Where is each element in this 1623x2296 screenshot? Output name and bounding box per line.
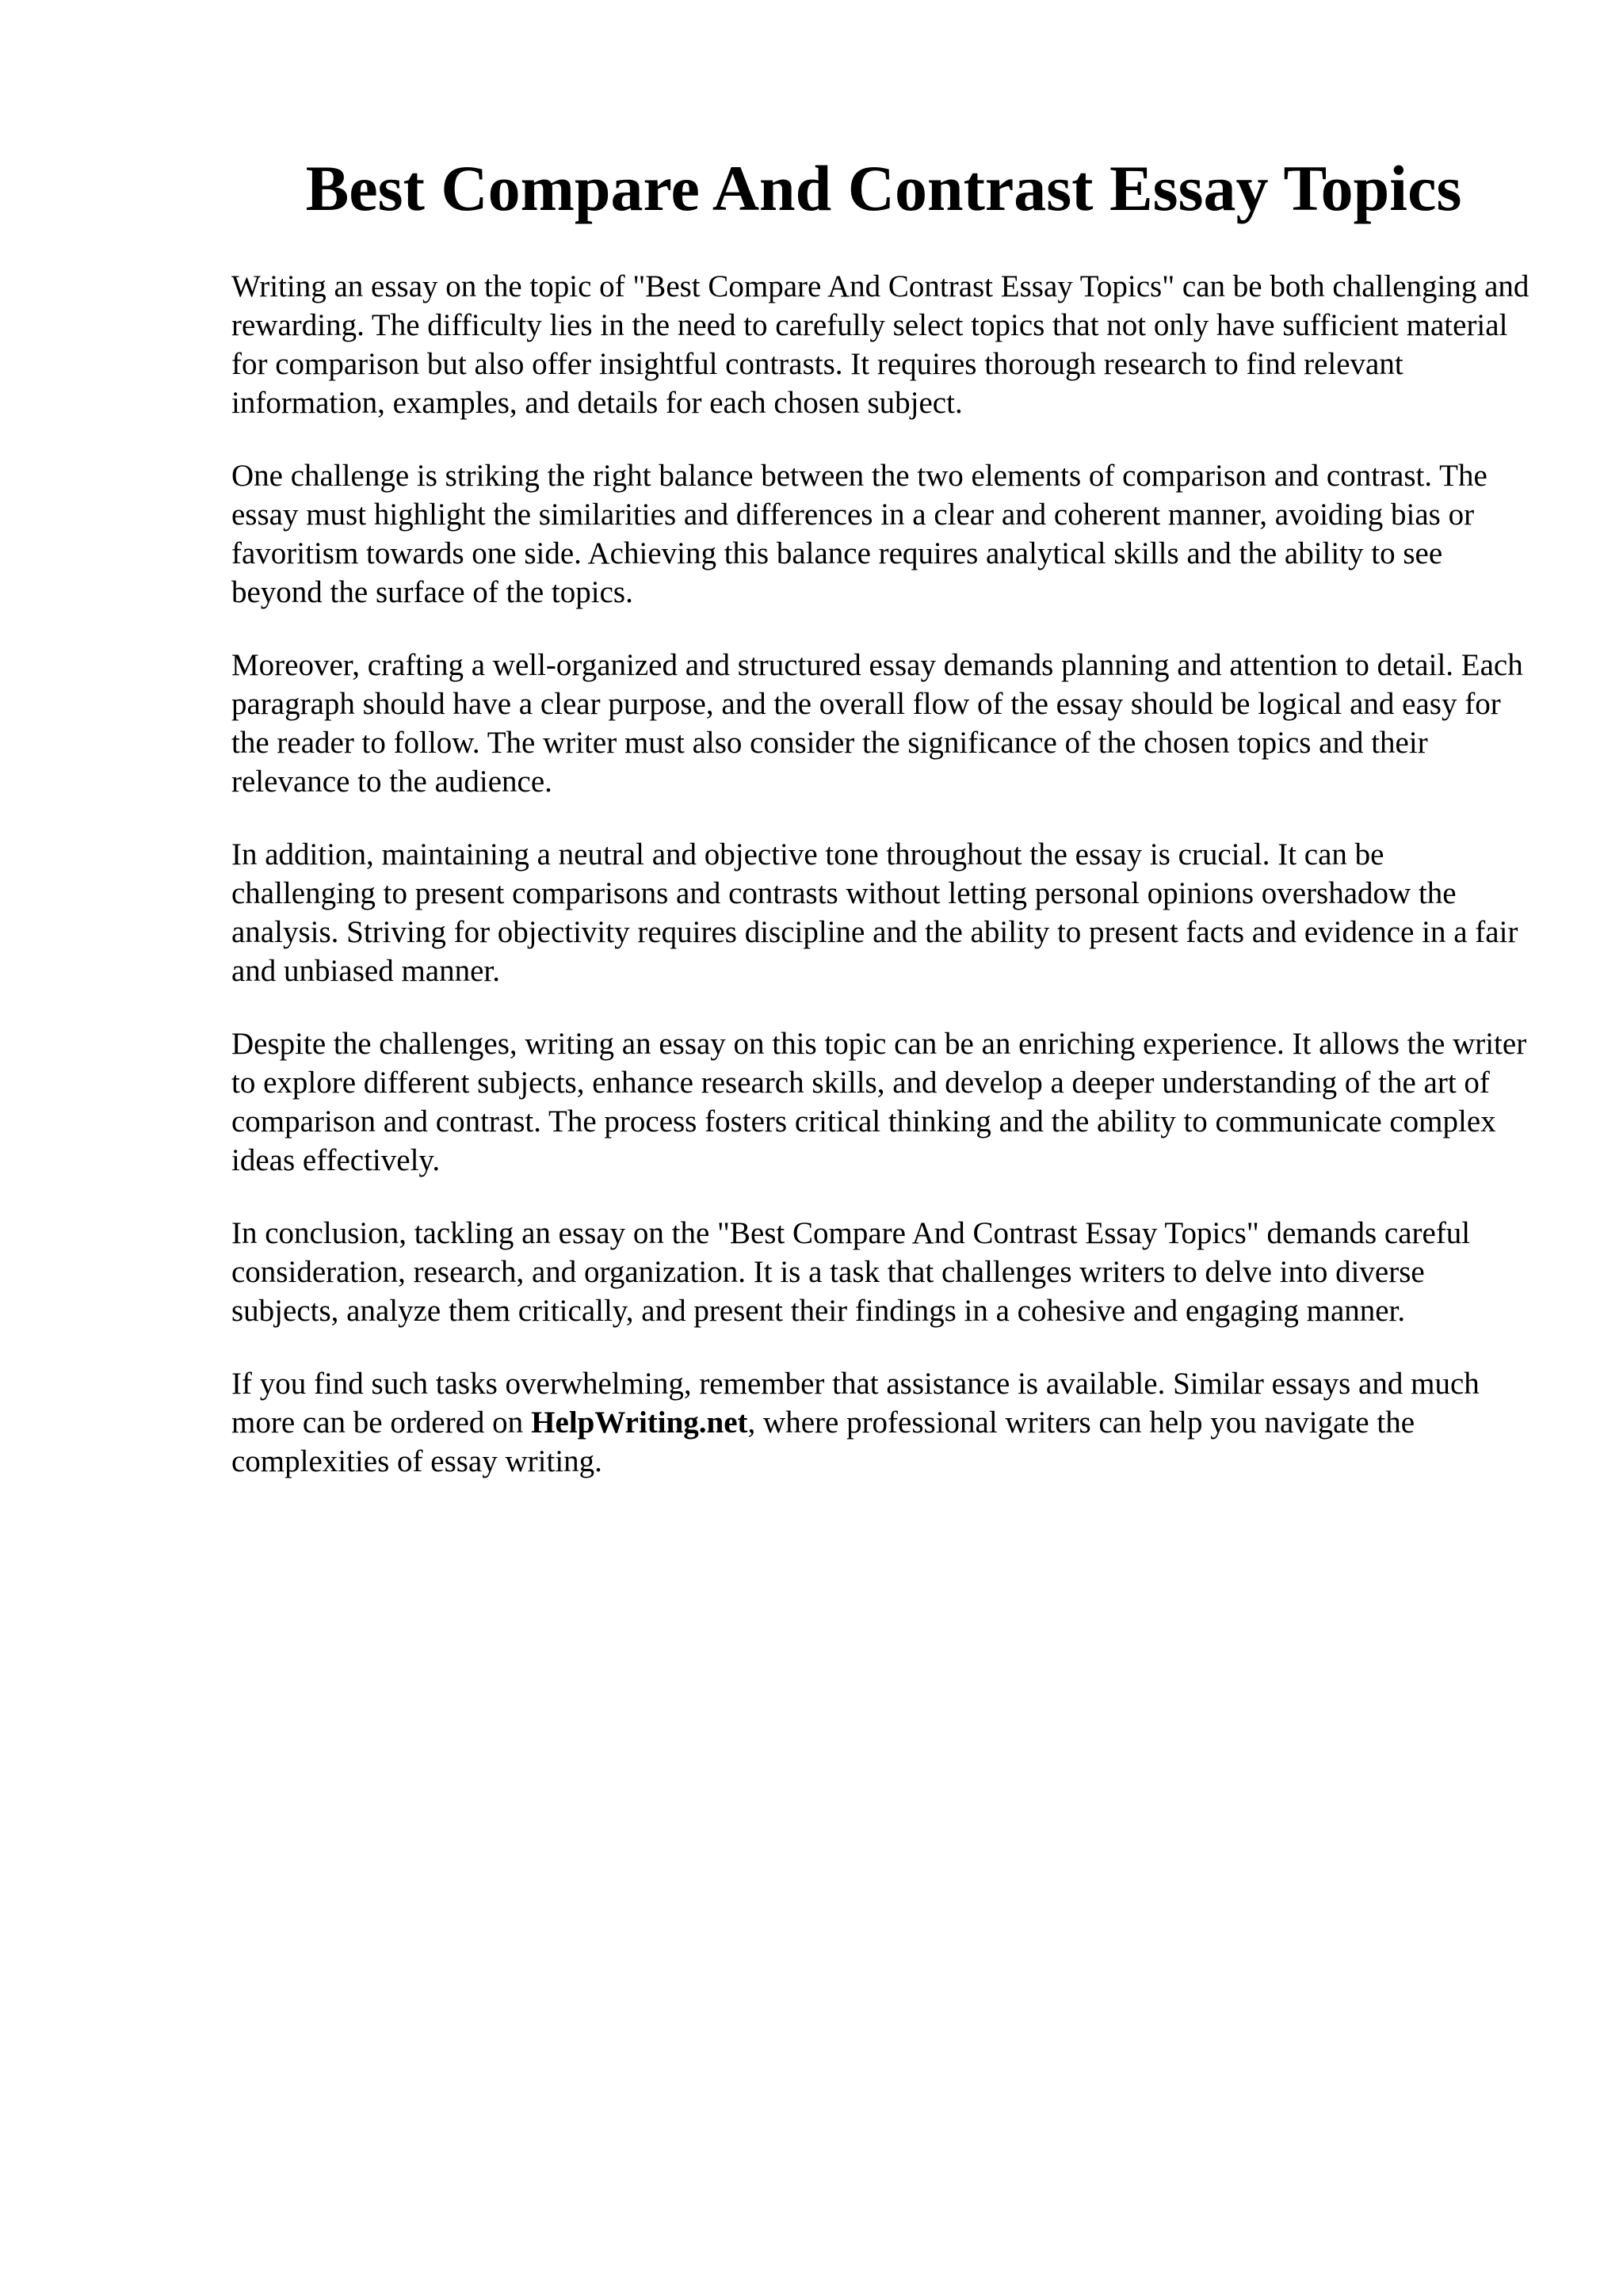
paragraph-structure: Moreover, crafting a well-organized and structured essay demands planning and attention to detail. Each paragraph should have a clear purpose, and the overall flow of the essay should be logical and easy for the reader to follow. The writer must also consider the significance of the chosen topics and their relevance to the audience. bbox=[231, 648, 1523, 799]
closing-text-after: , where professional writers can help you navigate the complexities of essay writing. bbox=[231, 1405, 1415, 1478]
paragraph-conclusion: In conclusion, tackling an essay on the "Best Compare And Contrast Essay Topics" demands careful consideration, research, and organization. It is a task that challenges writers to delve into diverse subjects, analyze them critically, and present their findings in a cohesive and engaging manner. bbox=[231, 1216, 1471, 1328]
paragraph-balance: One challenge is striking the right balance between the two elements of comparison and contrast. The essay must highlight the similarities and differences in a clear and coherent manner, avoiding bias or favoritism towards one side. Achieving this balance requires analytical skills and the ability to see beyond the surface of the topics. bbox=[231, 459, 1487, 609]
document-body bbox=[231, 267, 1531, 1515]
paragraph-tone: In addition, maintaining a neutral and objective tone throughout the essay is crucial. It can be challenging to present comparisons and contrasts without letting personal opinions overshadow the analysis. Striving for objectivity requires discipline and the ability to present facts and evidence in a fair and unbiased manner. bbox=[231, 837, 1518, 988]
document-title: Best Compare And Contrast Essay Topics bbox=[305, 152, 1462, 224]
paragraph-intro: Writing an essay on the topic of "Best Compare And Contrast Essay Topics" can be both challenging and rewarding. The difficulty lies in the need to carefully select topics that not only have sufficient material for comparison but also offer insightful contrasts. It requires thorough research to find relevant information, examples, and details for each chosen subject. bbox=[231, 269, 1529, 420]
closing-text-before: If you find such tasks overwhelming, remember that assistance is available. Similar essays and much more can be ordered on bbox=[231, 1367, 1480, 1440]
paragraph-closing bbox=[231, 1364, 1531, 1481]
paragraph-benefits: Despite the challenges, writing an essay on this topic can be an enriching experience. It allows the writer to explore different subjects, enhance research skills, and develop a deeper understanding of the art of comparison and contrast. The process fosters critical thinking and the ability to communicate complex ideas effectively. bbox=[231, 1027, 1527, 1177]
site-name: HelpWriting.net bbox=[531, 1405, 748, 1440]
